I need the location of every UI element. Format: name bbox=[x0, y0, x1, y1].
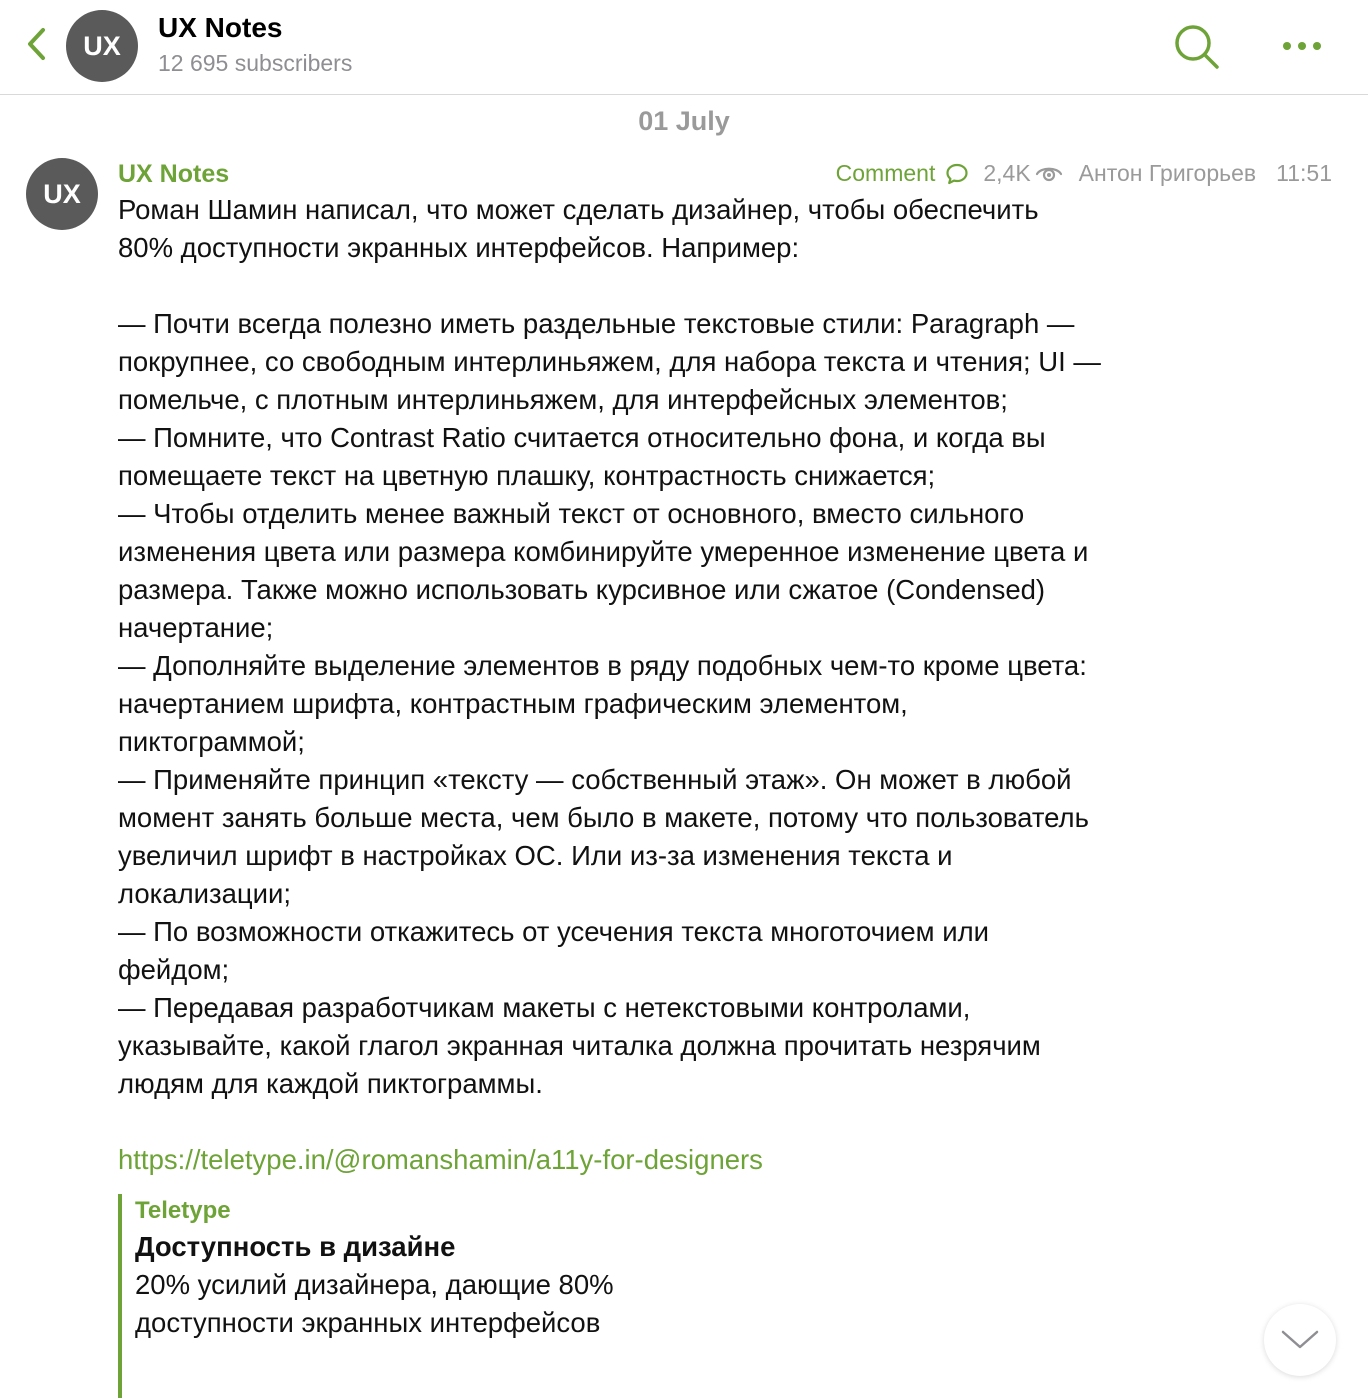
message-avatar[interactable]: UX bbox=[26, 158, 98, 230]
eye-icon bbox=[1035, 164, 1063, 184]
date-separator: 01 July bbox=[638, 106, 730, 136]
preview-title: Доступность в дизайне bbox=[135, 1231, 456, 1262]
subscriber-count: 12 695 subscribers bbox=[158, 50, 353, 76]
preview-description: 20% усилий дизайнера, дающие 80% доступности экранных интерфейсов bbox=[135, 1269, 614, 1338]
back-chevron-icon bbox=[25, 26, 47, 62]
scroll-to-bottom-button[interactable] bbox=[1264, 1304, 1336, 1376]
post-signature: Антон Григорьев bbox=[1078, 160, 1257, 186]
more-options-button[interactable] bbox=[1278, 30, 1326, 62]
channel-title[interactable]: UX Notes bbox=[158, 12, 283, 43]
more-dots-icon bbox=[1282, 41, 1322, 51]
message-link[interactable]: https://teletype.in/@romanshamin/a11y-for-designers bbox=[118, 1144, 763, 1175]
search-icon bbox=[1172, 22, 1222, 72]
back-button[interactable] bbox=[18, 24, 54, 64]
chat-header bbox=[0, 0, 1368, 95]
comment-bubble-icon bbox=[945, 162, 969, 186]
message-author[interactable]: UX Notes bbox=[118, 160, 230, 188]
link-preview[interactable] bbox=[118, 1194, 758, 1398]
channel-avatar[interactable]: UX bbox=[66, 10, 138, 82]
comment-label: Comment bbox=[835, 160, 936, 186]
search-button[interactable] bbox=[1172, 22, 1222, 72]
view-count: 2,4K bbox=[983, 160, 1031, 186]
preview-site-name: Teletype bbox=[135, 1197, 231, 1224]
chevron-down-icon bbox=[1280, 1329, 1320, 1351]
message-time: 11:51 bbox=[1276, 160, 1332, 186]
comment-button[interactable] bbox=[836, 160, 970, 187]
message-meta bbox=[836, 160, 1332, 187]
message-text: Роман Шамин написал, что может сделать дизайнер, чтобы обеспечить 80% доступности экранных интерфейсов. Например: — Почти всегда полезно иметь раздельные текстовые стили: Paragraph — покрупнее, со свободным интерлиньяжем, для набора текста и чтения; UI — помельче, с плотным интерлиньяжем, для интерфейсных элементов; — Помните, что Contrast Ratio считается относительно фона, и когда вы помещаете текст на цветную плашку, контрастность снижается; — Чтобы отделить менее важный текст от основного, вместо сильного изменения цвета или размера комбинируйте умеренное изменение цвета и размера. Также можно использовать курсивное или сжатое (Condensed) начертание; — Дополняйте выделение элементов в ряду подобных чем-то кроме цвета: начертанием шрифта, контрастным графическим элементом, пиктограммой; — Применяйте принцип «тексту — собственный этаж». Он может в любой момент занять больше места, чем было в макете, потому что пользователь увеличил шрифт в настройках ОС. Или из-за изменения текста и локализации; — По возможности откажитесь от усечения текста многоточием или фейдом; — Передавая разработчикам макеты с нетекстовыми контролами, указывайте, какой глагол экранная читалка должна прочитать незрячим людям для каждой пиктограммы. bbox=[118, 194, 1101, 1099]
